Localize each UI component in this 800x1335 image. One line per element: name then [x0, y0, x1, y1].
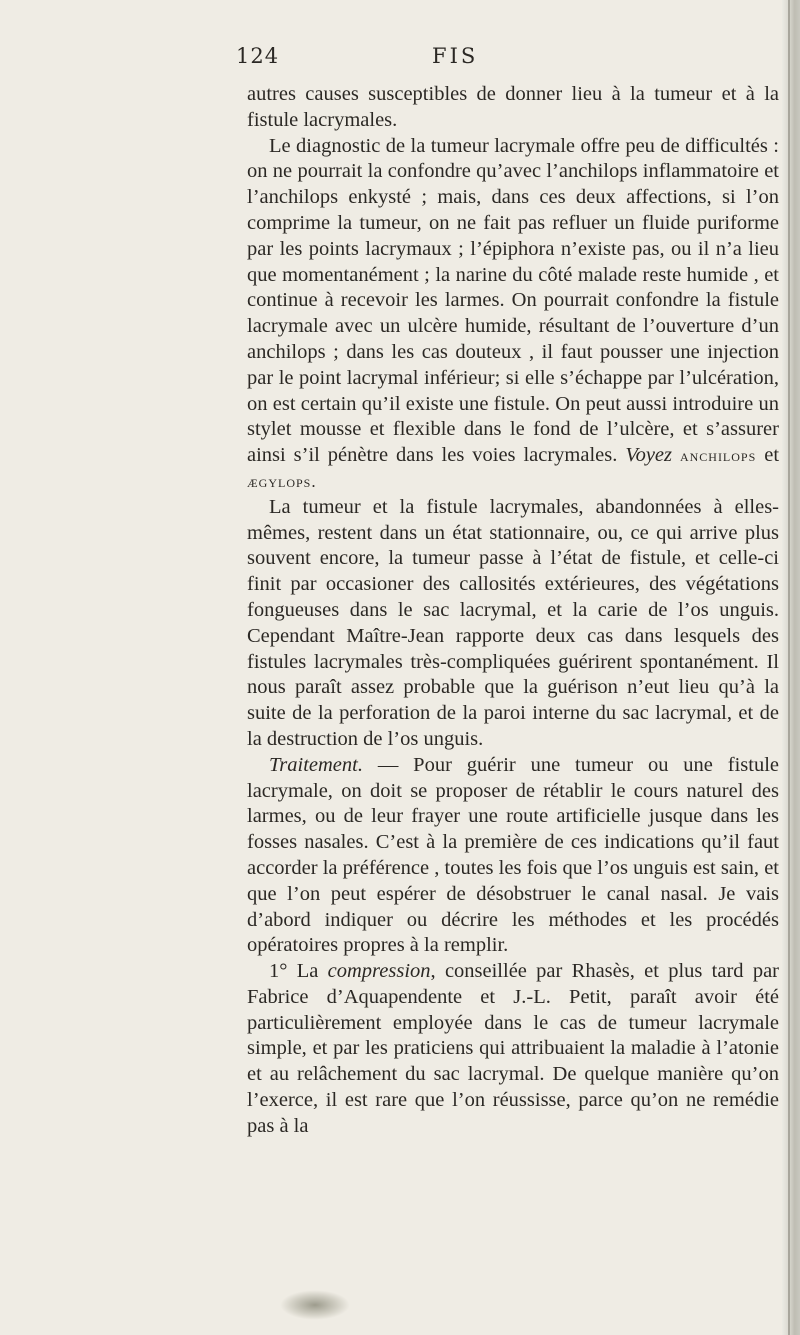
paragraph-4-text: — Pour guérir une tumeur ou une fistule lacrymale, on doit se proposer de rétablir le cours naturel des larmes, ou de leur frayer une route artificielle jusque dans les fosses nasales. C’est à la première de ces indications qu’il faut accorder la préférence , toutes les fois que l’os unguis est sain, et que l’on peut espérer de désobstruer le canal nasal. Je vais d’abord indiquer ou décrire les méthodes et les procédés opératoires propres à la remplir. [247, 753, 779, 957]
term-compression: compression [327, 960, 431, 983]
ink-smudge [280, 1290, 350, 1320]
paragraph-5 [247, 959, 779, 1140]
body-text [247, 82, 779, 1140]
paragraph-4 [247, 753, 779, 959]
page-header [228, 44, 648, 78]
section-label-traitement: Traitement. [269, 753, 363, 776]
see-reference: Voyez [625, 444, 672, 467]
running-title: FIS [432, 44, 479, 68]
paragraph-2 [247, 134, 779, 495]
cross-reference-anchilops: anchilops [679, 446, 757, 466]
cross-reference-aegylops: ægylops. [247, 471, 317, 491]
page-binding-edge [782, 0, 800, 1335]
paragraph-2-text: Le diagnostic de la tumeur lacrymale offre peu de difficultés : on ne pourrait la confondre qu’avec l’anchilops inflammatoire et l’anchilops enkysté ; mais, dans ces deux affections, si l’on comprime la tumeur, on ne fait pas refluer un fluide puriforme par les points lacrymaux ; l’épiphora n’existe pas, ou il n’a lieu que momentanément ; la narine du côté malade reste humide , et continue à recevoir les larmes. On pourrait confondre la fistule lacrymale avec un ulcère humide, résultant de l’ouverture d’un anchilops ; dans les cas douteux , il faut pousser une injection par le point lacrymal inférieur; si elle s’échappe par l’ulcération, on est certain qu’il existe une fistule. On peut aussi introduire un stylet mousse et flexible dans le fond de l’ulcère, et s’assurer ainsi s’il pénètre dans les voies lacrymales. [247, 134, 779, 467]
conjunction: et [764, 444, 780, 467]
paragraph-3: La tumeur et la fistule lacrymales, abandonnées à elles-mêmes, restent dans un état stationnaire, ou, ce qui arrive plus souvent encore, la tumeur passe à l’état de fistule, et celle-ci finit par occasioner des callosités extérieures, des végétations fongueuses dans le sac lacrymal, et la carie de l’os unguis. Cependant Maître-Jean rapporte deux cas dans lesquels des fistules lacrymales très-compliquées guérirent spontanément. Il nous paraît assez probable que la guérison n’eut lieu qu’à la suite de la perforation de la paroi interne du sac lacrymal, et de la destruction de l’os unguis. [247, 495, 779, 750]
item-number: 1° La [269, 960, 319, 983]
page-number: 124 [236, 44, 280, 68]
paragraph-1: autres causes susceptibles de donner lieu à la tumeur et à la fistule lacrymales. [247, 83, 779, 131]
paragraph-5-text: , conseillée par Rhasès, et plus tard par Fabrice d’Aquapendente et J.-L. Petit, paraît avoir été particulièrement employée dans le cas de tumeur lacrymale simple, et par les praticiens qui attribuaient la maladie à l’atonie et au relâchement du sac lacrymal. De quelque manière qu’on l’exerce, il est rare que l’on réussisse, parce qu’on ne remédie pas à la [247, 960, 780, 1137]
